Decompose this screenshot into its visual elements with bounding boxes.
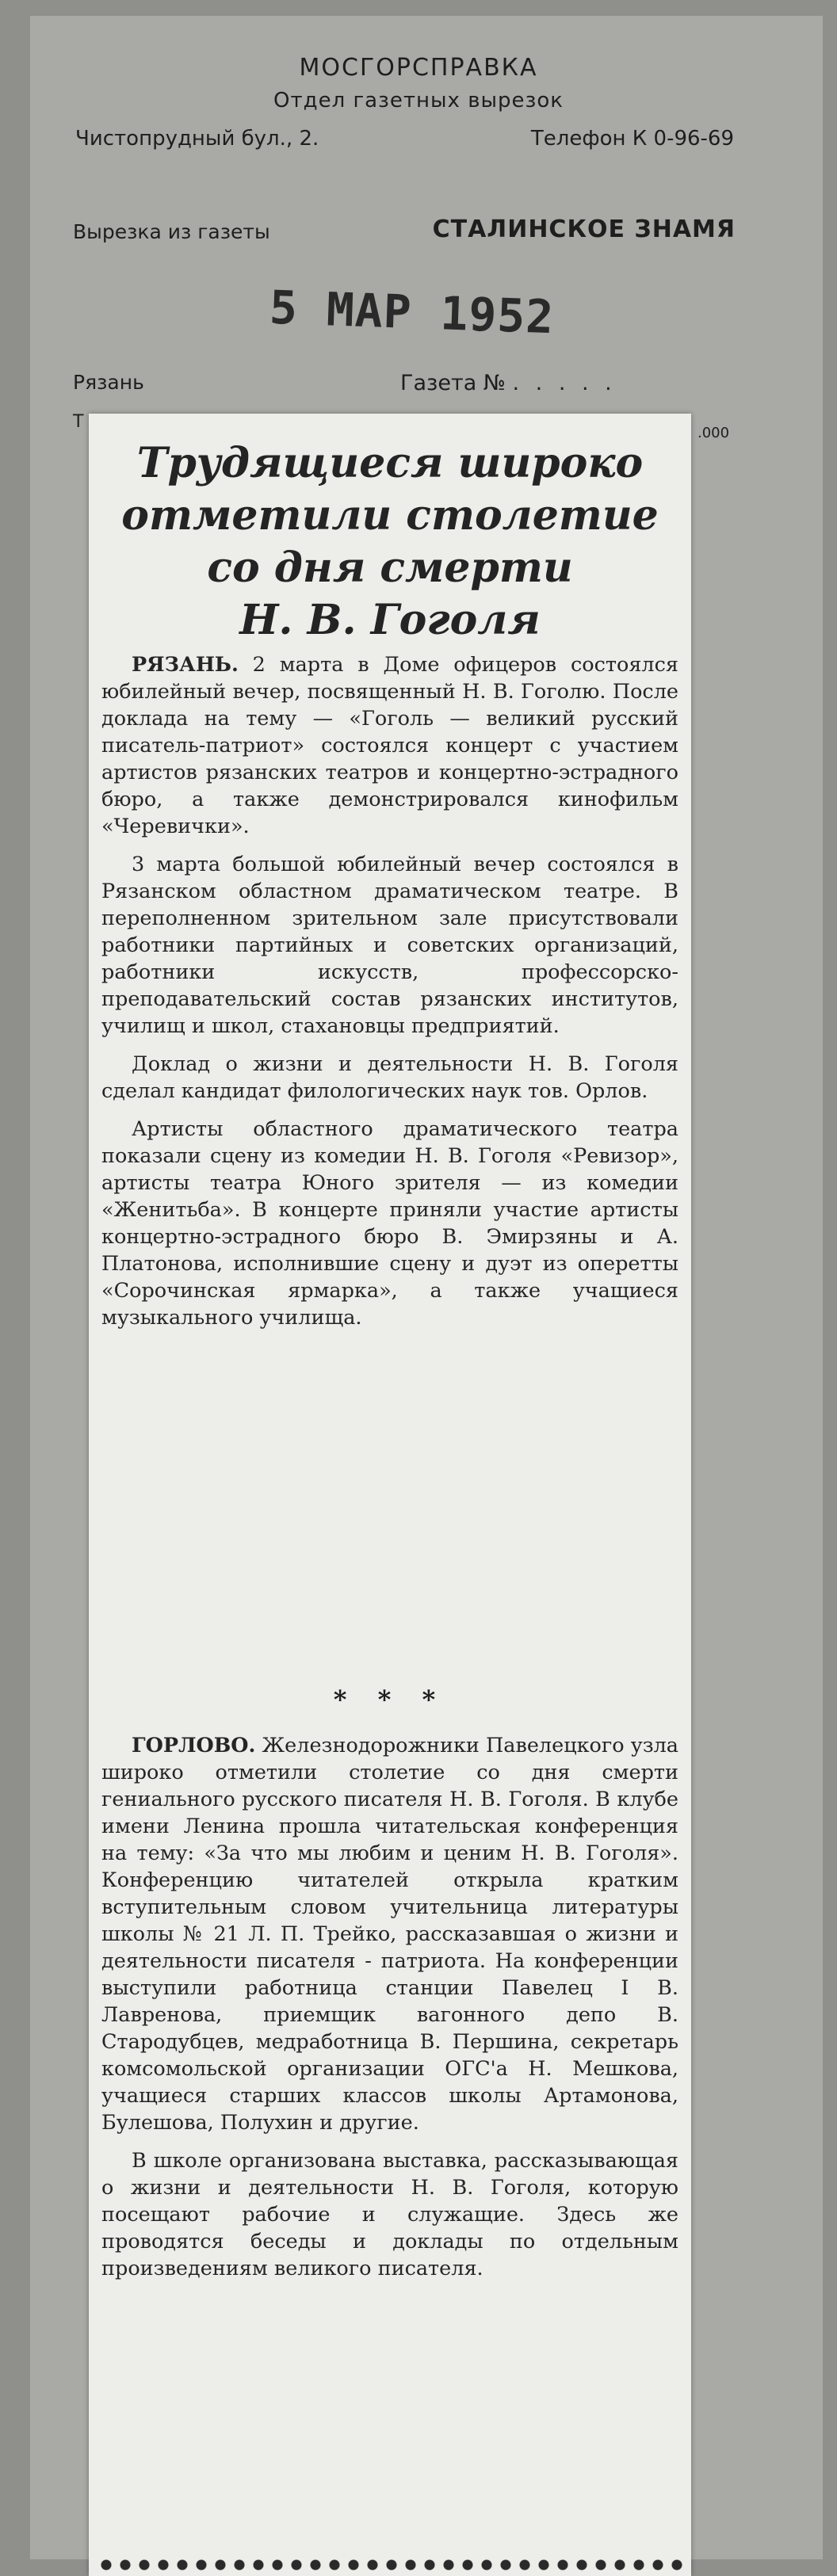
paragraph: 3 марта большой юбилейный вечер состоялся в Рязанском областном драматическом театре. В переполненном зрительном зале присутствовали работники партийных и советских организаций, работники искусств, профессорско-преподавательский состав рязанских институтов, училищ и школ, стахановцы предприятий. [101, 853, 678, 1038]
paragraph: Артисты областного драматического театра показали сцену из комедии Н. В. Гоголя «Ревизор», артисты театра Юного зрителя — из комедии «Женитьба». В концерте приняли участие артисты концертно-эстрадного бюро В. Эмирзяны и А. Платонова, исполнившие сцену и дуэт из оперетты «Сорочинская ярмарка», а также учащиеся музыкального училища. [101, 1117, 678, 1330]
paragraph: В школе организована выставка, рассказывающая о жизни и деятельности Н. В. Гоголя, которую посещают рабочие и служащие. Здесь же проводятся беседы и доклады по отдельным произведениям великого писателя. [101, 2149, 678, 2280]
dateline: ГОРЛОВО. [132, 1734, 256, 1757]
form-edge-letter: Т [73, 412, 84, 432]
article-section-gorlovo [101, 1732, 678, 2293]
date-stamp: 5 МАР 1952 [268, 280, 556, 345]
dateline: РЯЗАНЬ. [132, 653, 239, 677]
department-name: Отдел газетных вырезок [273, 89, 564, 113]
agency-phone: Телефон К 0-96-69 [530, 127, 734, 151]
gazeta-number-field [400, 371, 617, 395]
gazeta-number-blank: . . . . . [512, 371, 617, 395]
dotted-border [97, 2558, 683, 2572]
city-field: Рязань [73, 371, 144, 394]
agency-name: МОСГОРСПРАВКА [299, 54, 538, 82]
headline-line: со дня смерти [207, 544, 573, 592]
section-separator: * * * [333, 1685, 447, 1715]
paragraph: РЯЗАНЬ. 2 марта в Доме офицеров состоялся юбилейный вечер, посвященный Н. В. Гоголю. После доклада на тему — «Гоголь — великий русский писатель-патриот» состоялся концерт с участием артистов рязанских театров и концертно-эстрадного бюро, а также демонстрировался кинофильм «Черевички». [101, 653, 678, 838]
headline-line: Трудящиеся широко [136, 439, 644, 487]
form-edge-number: .000 [698, 425, 730, 441]
paragraph: Доклад о жизни и деятельности Н. В. Гоголя сделал кандидат филологических наук тов. Орлов. [101, 1052, 678, 1103]
headline-line: Н. В. Гоголя [239, 596, 541, 644]
paragraph: ГОРЛОВО. Железнодорожники Павелецкого узла широко отметили столетие со дня смерти гениального русского писателя Н. В. Гоголя. В клубе имени Ленина прошла читательская конференция на тему: «За что мы любим и ценим Н. В. Гоголя». Конференцию читателей открыла кратким вступительным словом учительница литературы школы № 21 Л. П. Трейко, рассказавшая о жизни и деятельности писателя - патриота. На конференции выступили работница станции Павелец I В. Лавренова, приемщик вагонного депо В. Стародубцев, медработница В. Першина, секретарь комсомольской организации ОГС'а Н. Мешкова, учащиеся старших классов школы Артамонова, Булешова, Полухин и другие. [101, 1734, 679, 2135]
newspaper-name: СТАЛИНСКОЕ ЗНАМЯ [432, 216, 736, 243]
clip-from-label: Вырезка из газеты [73, 220, 270, 243]
newspaper-clipping [89, 414, 691, 2576]
agency-address: Чистопрудный бул., 2. [75, 127, 319, 151]
article-headline [89, 437, 691, 647]
article-section-ryazan [101, 651, 678, 1342]
headline-line: отметили столетие [121, 491, 659, 540]
gazeta-label: Газета № [400, 371, 506, 395]
